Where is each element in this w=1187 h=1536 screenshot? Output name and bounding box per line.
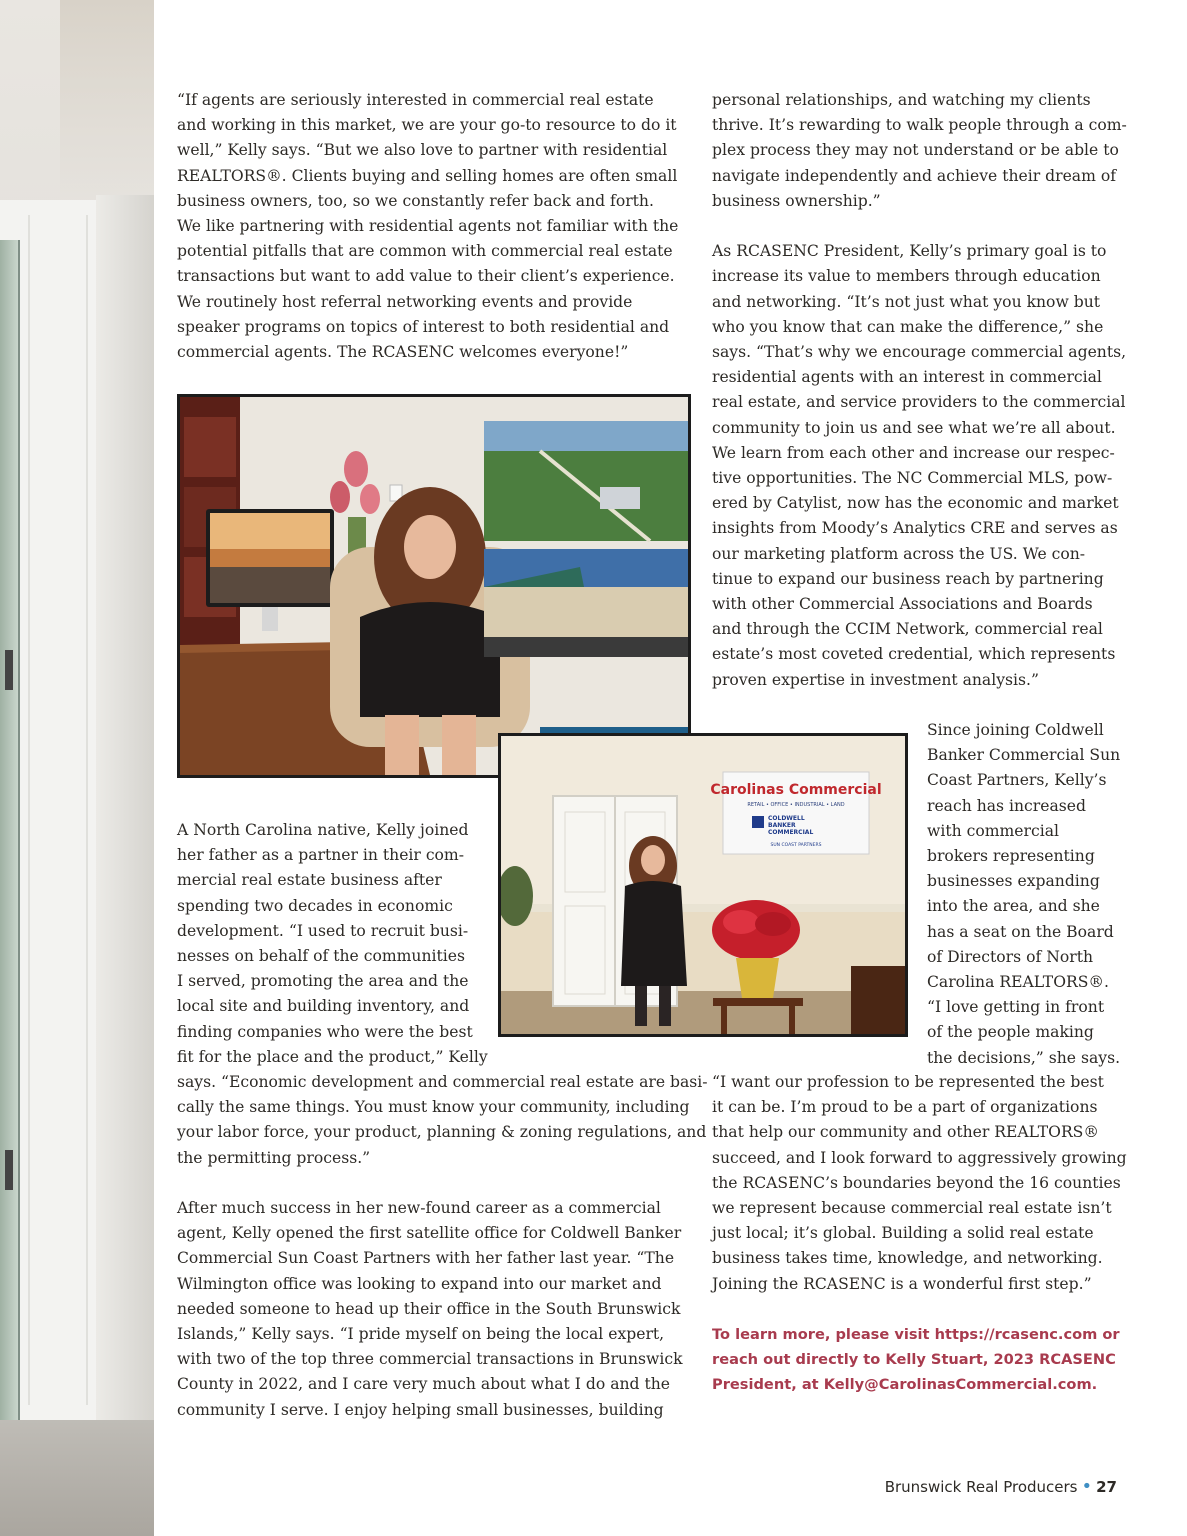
text-line: spending two decades in economic (177, 896, 453, 915)
text-line: ered by Catylist, now has the economic and market (712, 494, 1119, 513)
text-line: development. “I used to recruit busi- (177, 921, 469, 940)
text-line: Wilmington office was looking to expand into our market and (177, 1274, 662, 1293)
text-line: agent, Kelly opened the first satellite office for Coldwell Banker (177, 1224, 682, 1243)
office-portrait-photo (177, 394, 691, 778)
text-line: with two of the top three commercial transactions in Brunswick (177, 1350, 683, 1369)
text-line: just local; it’s global. Building a solid real estate (712, 1224, 1094, 1243)
text-line: I served, promoting the area and the (177, 972, 469, 991)
office-sign-image (501, 736, 905, 1034)
text-line: with commercial (927, 821, 1059, 840)
sign-partner-line3: COMMERCIAL (768, 829, 814, 836)
text-line: real estate, and service providers to the commercial (712, 393, 1126, 412)
text-line: reach has increased (927, 796, 1086, 815)
text-line: her father as a partner in their com- (177, 846, 464, 865)
text-line: reach out directly to Kelly Stuart, 2023 RCASENC (712, 1351, 1116, 1369)
text-line: succeed, and I look forward to aggressively growing (712, 1148, 1127, 1167)
text-line: We like partnering with residential agents not familiar with the (177, 217, 679, 236)
wall-stain (60, 0, 154, 200)
text-line: well,” Kelly says. “But we also love to partner with residential (177, 141, 668, 160)
col1-top-paragraph (177, 88, 687, 365)
text-line: County in 2022, and I care very much about what I do and the (177, 1375, 671, 1394)
text-line: President, at Kelly@CarolinasCommercial.com. (712, 1376, 1098, 1394)
text-line: business owners, too, so we constantly refer back and forth. (177, 191, 654, 210)
col2-top-paragraphs (712, 88, 1142, 693)
paragraph-break (712, 214, 1142, 239)
paragraph-break (177, 1171, 697, 1196)
text-line: “I want our profession to be represented the best (712, 1073, 1104, 1091)
text-line: increase its value to members through education (712, 267, 1101, 286)
text-line: your labor force, your product, planning & zoning regulations, and (177, 1123, 707, 1142)
publication-name: Brunswick Real Producers (884, 1478, 1078, 1496)
text-line: potential pitfalls that are common with commercial real estate (177, 242, 673, 261)
text-line: brokers representing (927, 847, 1095, 866)
sign-tagline: RETAIL • OFFICE • INDUSTRIAL • LAND (747, 802, 845, 808)
text-line: “If agents are seriously interested in commercial real estate (177, 91, 654, 109)
text-line: the decisions,” she says. (927, 1048, 1121, 1067)
text-line: REALTORS®. Clients buying and selling homes are often small (177, 166, 678, 185)
text-line: business ownership.” (712, 191, 881, 210)
text-line: After much success in her new-found career as a commercial (177, 1199, 661, 1217)
text-line: insights from Moody’s Analytics CRE and serves as (712, 519, 1118, 538)
text-line: and working in this market, we are your go-to resource to do it (177, 116, 677, 135)
text-line: business takes time, knowledge, and networking. (712, 1249, 1103, 1268)
text-line: As RCASENC President, Kelly’s primary goal is to (712, 242, 1107, 261)
text-line: community to join us and see what we’re all about. (712, 418, 1116, 437)
col1-mid-paragraph (177, 818, 488, 1070)
sign-partner-line1: COLDWELL (768, 815, 805, 822)
page-number: 27 (1096, 1478, 1117, 1496)
text-line: needed someone to head up their office in the South Brunswick (177, 1299, 681, 1318)
text-line: Commercial Sun Coast Partners with her father last year. “The (177, 1249, 675, 1268)
text-line: who you know that can make the difference,” she (712, 317, 1104, 336)
door-latch (5, 650, 13, 690)
floor (0, 1420, 154, 1536)
text-line: community I serve. I enjoy helping small businesses, building (177, 1400, 664, 1419)
footer-separator: • (1081, 1476, 1093, 1497)
text-line: Banker Commercial Sun (927, 746, 1121, 765)
text-line: proven expertise in investment analysis.” (712, 670, 1039, 689)
text-line: residential agents with an interest in commercial (712, 368, 1102, 387)
text-line: tinue to expand our business reach by partnering (712, 569, 1104, 588)
text-line: fit for the place and the product,” Kelly (177, 1047, 488, 1066)
door-post (96, 195, 154, 1425)
col2-bottom-paragraph (712, 1070, 1142, 1297)
text-line: and networking. “It’s not just what you know but (712, 292, 1101, 311)
door-latch (5, 1150, 13, 1190)
text-line: the RCASENC’s boundaries beyond the 16 counties (712, 1173, 1121, 1192)
col1-bottom-paragraphs (177, 1070, 708, 1423)
text-line: local site and building inventory, and (177, 997, 470, 1016)
sign-brand: Carolinas Commercial (710, 782, 882, 798)
door-glass-panel (0, 240, 20, 1420)
facing-page-photo-edge (0, 0, 154, 1536)
text-line: finding companies who were the best (177, 1022, 473, 1041)
text-line: that help our community and other REALTORS® (712, 1123, 1099, 1142)
office-sign-photo (498, 733, 908, 1037)
page-footer (885, 1476, 1117, 1497)
text-line: the permitting process.” (177, 1148, 371, 1167)
text-line: We routinely host referral networking events and provide (177, 292, 633, 311)
text-line: To learn more, please visit https://rcasenc.com or (712, 1326, 1120, 1343)
text-line: personal relationships, and watching my clients (712, 91, 1091, 109)
door-inner-molding (28, 215, 88, 1405)
text-line: says. “Economic development and commercial real estate are basi- (177, 1073, 708, 1091)
text-line: “I love getting in front (927, 998, 1105, 1017)
text-line: navigate independently and achieve their dream of (712, 166, 1116, 185)
text-line: speaker programs on topics of interest to both residential and (177, 317, 670, 336)
text-line: with other Commercial Associations and Boards (712, 595, 1093, 614)
text-line: it can be. I’m proud to be a part of organizations (712, 1098, 1098, 1117)
text-line: cally the same things. You must know your community, including (177, 1098, 690, 1117)
text-line: of the people making (927, 1023, 1094, 1042)
text-line: mercial real estate business after (177, 871, 442, 890)
text-line: we represent because commercial real estate isn’t (712, 1199, 1112, 1218)
call-to-action (712, 1322, 1142, 1398)
text-line: of Directors of North (927, 947, 1094, 966)
text-line: into the area, and she (927, 897, 1100, 916)
text-line: nesses on behalf of the communities (177, 947, 465, 966)
text-line: A North Carolina native, Kelly joined (177, 821, 469, 839)
sign-partner-line2: BANKER (768, 822, 796, 829)
text-line: plex process they may not understand or be able to (712, 141, 1119, 160)
text-line: Coast Partners, Kelly’s (927, 771, 1107, 790)
text-line: businesses expanding (927, 872, 1100, 891)
text-line: estate’s most coveted credential, which represents (712, 645, 1116, 664)
text-line: transactions but want to add value to their client’s experience. (177, 267, 675, 286)
office-portrait-image (180, 397, 688, 775)
text-line: says. “That’s why we encourage commercial agents, (712, 343, 1127, 362)
text-line: has a seat on the Board (927, 922, 1114, 941)
text-line: tive opportunities. The NC Commercial MLS, pow- (712, 469, 1113, 488)
text-line: Islands,” Kelly says. “I pride myself on being the local expert, (177, 1325, 665, 1344)
text-line: thrive. It’s rewarding to walk people through a com- (712, 116, 1127, 135)
text-line: and through the CCIM Network, commercial real (712, 620, 1103, 639)
text-line: our marketing platform across the US. We con- (712, 544, 1086, 563)
col2-mid-paragraph (927, 718, 1137, 1071)
sign-partner-line4: SUN COAST PARTNERS (770, 843, 822, 848)
text-line: commercial agents. The RCASENC welcomes everyone!” (177, 343, 629, 362)
text-line: Since joining Coldwell (927, 721, 1104, 739)
text-line: Joining the RCASENC is a wonderful first step.” (712, 1274, 1092, 1293)
text-line: Carolina REALTORS®. (927, 973, 1109, 992)
text-line: We learn from each other and increase our respec- (712, 443, 1115, 462)
